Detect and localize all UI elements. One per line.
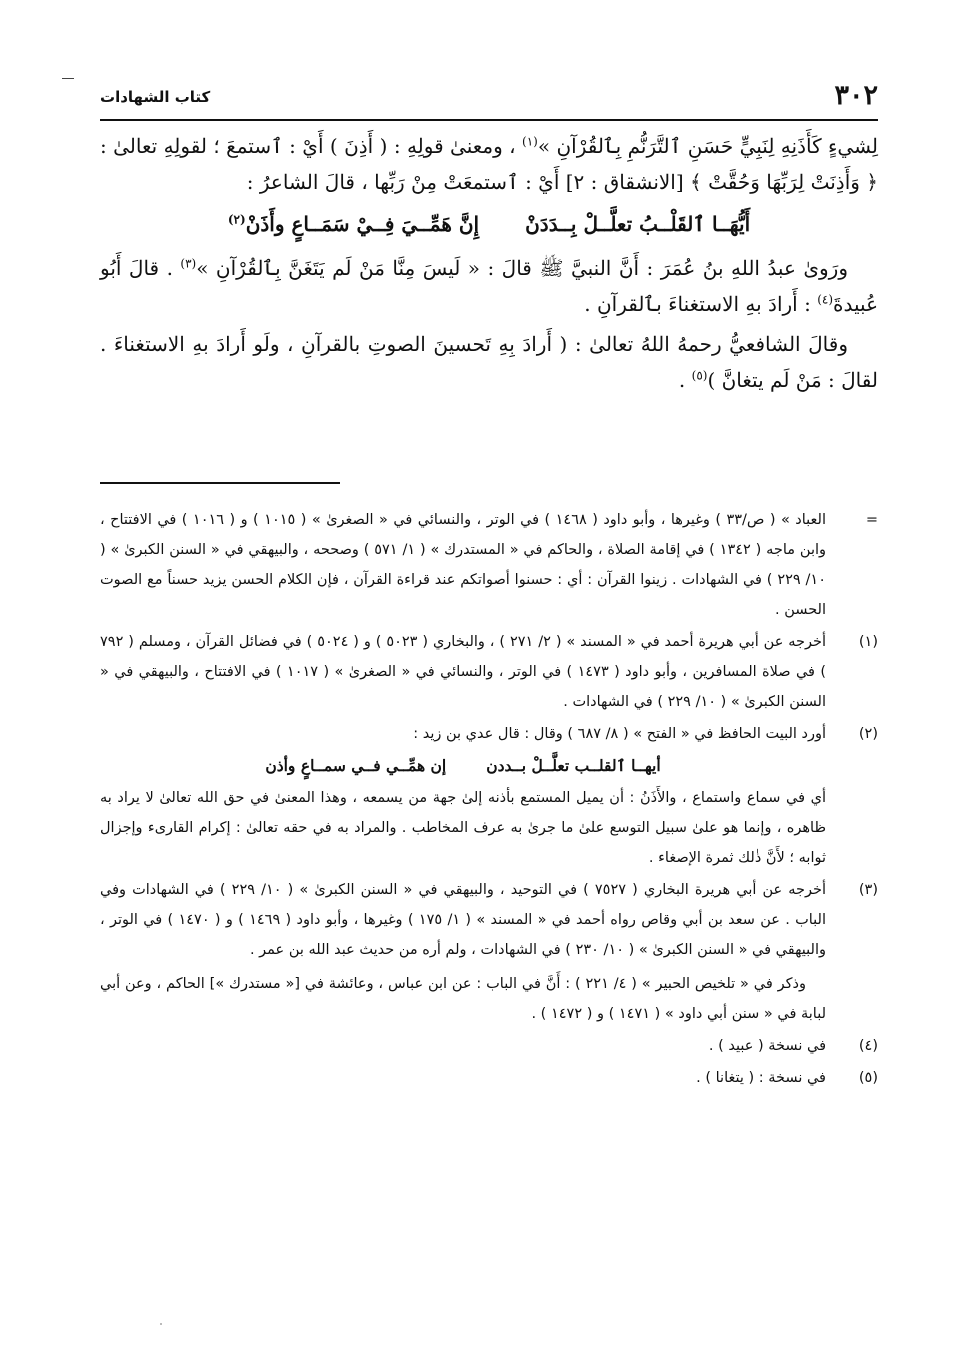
footnote-1 bbox=[100, 627, 878, 717]
verse-second-hemistich bbox=[228, 206, 479, 242]
paragraph-1 bbox=[100, 128, 878, 200]
footnote-3-number: (٣) bbox=[858, 882, 878, 898]
footnote-2-text-2: أي في سماع واستماع ، والأَذَنُ : أن يميل المستمع بأذنه إلىٰ جهة من يسمعه ، وهذا المعنىٰ في حق الله تعالىٰ لا يراد به ظاهره ، وإنما هو علىٰ سبيل التوسع علىٰ ما جرىٰ به عرف المخاطب . والمراد به في حقه تعالىٰ : إكرام القارىء وإجزال ثوابه ؛ لأَنَّ ذٰلك ثمرة الإصغاء . bbox=[100, 790, 826, 866]
footnote-1-text: أخرجه عن أبي هريرة أحمد في « المسند » ( ٢/ ٢٧١ ) ، والبخاري ( ٥٠٢٣ ) و ( ٥٠٢٤ ) في فضائل القرآن ، ومسلم ( ٧٩٢ ) في صلاة المسافرين ، وأبو داود ( ١٤٧٣ ) في الوتر ، والنسائي في « الصغرىٰ » ( ١٠١٧ ) في الافتتاح ، والبيهقي في « السنن الكبرىٰ » ( ١٠/ ٢٢٩ ) في الشهادات . bbox=[100, 634, 826, 710]
paragraph-3-text: وقالَ الشافعيُّ رحمهُ اللهُ تعالىٰ : ( أَرادَ بِهِ تَحسينَ الصوتِ بالقرآنِ ، ولَو أَرادَ بهِ الاستغناءَ . لقالَ : مَنْ لَم يتغانَّ ) bbox=[100, 332, 878, 392]
footnote-ref-2: (٢) bbox=[227, 212, 246, 227]
footnote-ref-1: (١) bbox=[522, 134, 538, 149]
footnote-5-number: (٥) bbox=[858, 1070, 878, 1086]
footnote-4-number: (٤) bbox=[858, 1038, 878, 1054]
footnote-5-text: في نسخة : ( يتغانا ) . bbox=[696, 1070, 826, 1086]
footnote-ref-4: (٤) bbox=[817, 292, 834, 307]
footnotes bbox=[100, 505, 878, 1095]
footnote-continuation-marker: = bbox=[865, 512, 878, 528]
footnote-separator bbox=[100, 482, 340, 484]
footnote-ref-5: (٥) bbox=[691, 368, 708, 383]
footnote-3-text: أخرجه عن أبي هريرة البخاري ( ٧٥٢٧ ) في التوحيد ، والبيهقي في « السنن الكبرىٰ » ( ١٠/ ٢٢٩ ) في الشهادات وفي الباب . عن سعد بن أبي وقاص رواه أحمد في « المسند » ( ١/ ١٧٥ ) وغيرها ، وأبو داود ( ١٤٦٩ ) و ( ١٤٧٠ ) في الوتر ، والبيهقي في « السنن الكبرىٰ » ( ١٠/ ٢٣٠ ) في الشهادات ، ولم أره من حديث عبد الله بن عمر . bbox=[100, 882, 827, 958]
paragraph-3 bbox=[100, 326, 878, 398]
footnote-2-verse-second: إن همِّــي فــي سمــاعٍ وأذن bbox=[265, 756, 447, 775]
paragraph-1-tail: ، ومعنىٰ قولِهِ : ( أَذِنَ ) أَيْ : ٱستمعَ ؛ لقولِهِ تعالىٰ : ﴿ وَأَذِنَتْ لِرَبِّهَا وَحُقَّتْ ﴾ [الانشقاق : ٢] أَيْ : ٱستمعَتْ مِنْ رَبِّها ، قالَ الشاعرُ : bbox=[100, 134, 878, 194]
footnote-3-text-2: وذكر في « تلخيص الحبير » ( ٤/ ٢٢١ ) : أَنَّ في الباب : عن ابن عباس ، وعائشة في [« مستدرك »] الحاكم ، وعن أبي لبابة في « سنن أبي داود » ( ١٤٧١ ) و ( ١٤٧٢ ) . bbox=[100, 976, 826, 1022]
footnote-2-text: أورد البيت الحافظ في « الفتح » ( ٨/ ٦٨٧ ) وقال : قال عدي بن زيد : bbox=[413, 726, 826, 742]
paragraph-3-end: . bbox=[678, 368, 686, 392]
footnote-2-verse-first: أيهــا ٱلقلــب تعلَّــلْ بــددن bbox=[486, 756, 661, 775]
header-rule bbox=[100, 119, 878, 121]
poetry-verse bbox=[100, 206, 878, 242]
verse-second-text: إِنَّ هَمِّــيَ فِــيْ سَمَــاعٍ وأَذَنْ bbox=[245, 212, 480, 236]
page-number: ٣٠٢ bbox=[834, 80, 878, 111]
paragraph-2-tail: . قالَ أَبُو عُبيدةَ bbox=[100, 256, 878, 316]
footnote-ref-3: (٣) bbox=[180, 256, 197, 271]
footnote-1-number: (١) bbox=[858, 634, 878, 650]
footnote-continuation bbox=[100, 505, 878, 625]
footnote-continuation-text: العباد » ( ص/٣٣ ) وغيرها ، وأبو داود ( ١٤٦٨ ) في الوتر ، والنسائي في « الصغرىٰ » ( ١٠١٥ ) و ( ١٠١٦ ) في الافتتاح ، وابن ماجه ( ١٣٤٢ ) في إقامة الصلاة ، والحاكم في « المستدرك » ( ١/ ٥٧١ ) وصححه ، والبيهقي في « السنن الكبرىٰ » ( ١٠/ ٢٢٩ ) في الشهادات . زينوا القرآن : أي : حسنوا أصواتكم عند قراءة القرآن ، فإن الكلام الحسن يزيد حسناً مع الصوت الحسن . bbox=[100, 512, 827, 618]
paragraph-2-text: ورَوىٰ عبدُ اللهِ بنُ عُمَرَ : أَنَّ النبيَّ ﷺ قالَ : « لَيسَ مِنَّا مَنْ لَم يَتَغَنَّ بِٱلقُرْآنِ » bbox=[196, 256, 848, 280]
paragraph-2-end: : أَرادَ بهِ الاستغناءَ بٱلقرآنِ . bbox=[584, 292, 811, 316]
footnote-2-verse bbox=[100, 751, 826, 781]
chapter-title: كتاب الشهادات bbox=[100, 88, 211, 106]
verse-first-hemistich: أَيُّهَــا ٱلقَلْــبُ تعلَّــلْ بِــدَدَنْ bbox=[525, 212, 751, 236]
paragraph-2 bbox=[100, 250, 878, 322]
footnote-2-number: (٢) bbox=[858, 726, 878, 742]
page-header bbox=[100, 78, 878, 116]
scan-speck bbox=[160, 1323, 162, 1325]
footnote-3 bbox=[100, 875, 878, 1029]
footnote-2 bbox=[100, 719, 878, 873]
paragraph-1-start: لِشيءٍ كَأَذَنِهِ لِنَبِيٍّ حَسَنِ ٱلتَّرَنُّمِ بِٱلقُرْآنِ » bbox=[537, 134, 879, 158]
footnote-5 bbox=[100, 1063, 878, 1093]
footnote-4 bbox=[100, 1031, 878, 1061]
footnote-4-text: في نسخة ( عبيد ) . bbox=[708, 1038, 826, 1054]
main-text bbox=[100, 128, 878, 402]
corner-mark bbox=[62, 78, 74, 79]
